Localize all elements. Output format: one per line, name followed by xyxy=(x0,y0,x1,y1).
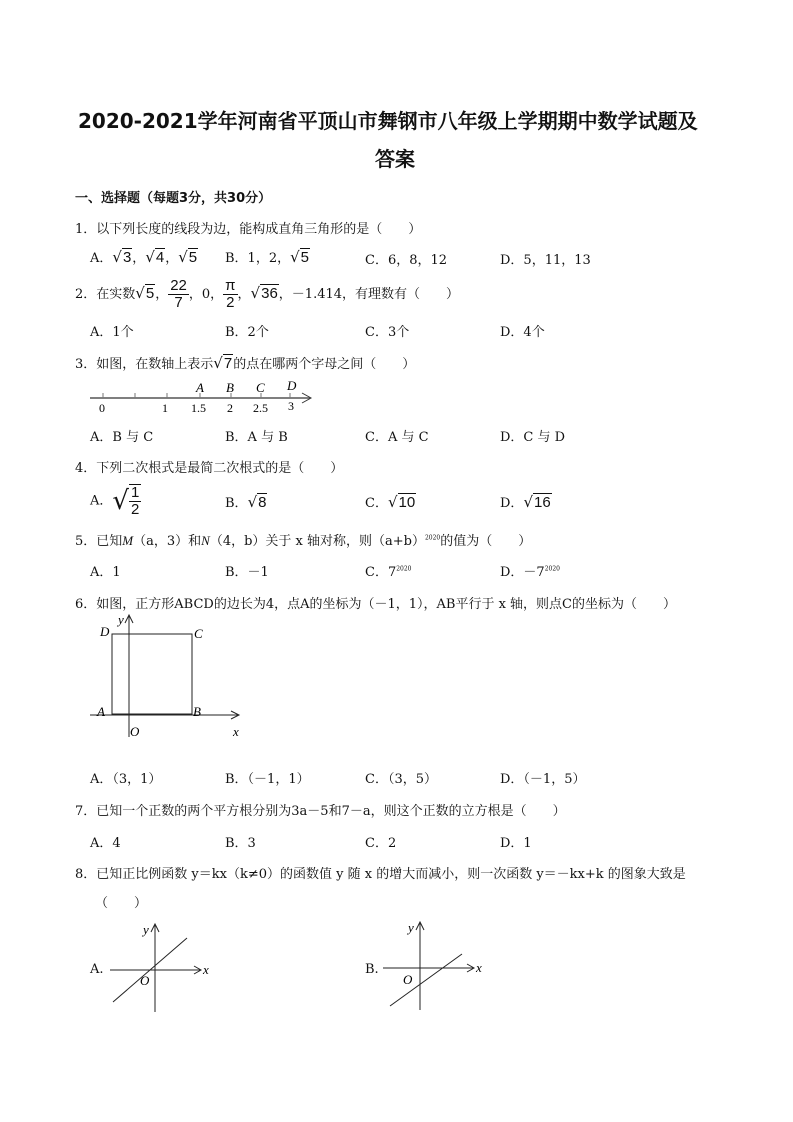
num: π xyxy=(225,277,236,294)
rad: 5 xyxy=(145,285,155,302)
t: ，0， xyxy=(188,287,224,302)
t: 的点在哪两个字母之间（ ） xyxy=(233,357,416,372)
q5-option-d xyxy=(500,561,560,580)
label-o: O xyxy=(403,972,413,987)
t: C．7 xyxy=(365,565,397,580)
t: 的值为（ ） xyxy=(440,534,532,549)
q6-option-c: C．（3，5） xyxy=(365,772,437,787)
rad: 5 xyxy=(188,249,198,266)
t: 3．如图，在数轴上表示 xyxy=(75,357,214,372)
q8-graph-b xyxy=(378,918,488,1013)
axis-letter: A xyxy=(196,380,204,395)
q7-stem: 7．已知一个正数的两个平方根分别为3a－5和7－a，则这个正数的立方根是（ ） xyxy=(75,804,566,819)
t: 2．在实数 xyxy=(75,287,136,302)
q6-option-a: A．（3，1） xyxy=(90,772,162,787)
q2-option-d: D．4个 xyxy=(500,325,545,340)
q6-option-b: B．（－1，1） xyxy=(225,772,310,787)
q4-option-a: A．√ $\frac{1}{2}$ xyxy=(90,484,140,518)
q4-option-c: C．√10 xyxy=(365,493,416,511)
q5-option-c xyxy=(365,561,412,580)
q3-option-b: B．A 与 B xyxy=(225,430,288,445)
label-x: x xyxy=(476,960,482,975)
axis-number: 3 xyxy=(288,399,294,413)
axis-letter: C xyxy=(256,380,265,395)
q3-option-d: D．C 与 D xyxy=(500,430,566,445)
t: M xyxy=(122,533,134,548)
rad: 16 xyxy=(534,494,551,511)
rad: 4 xyxy=(155,249,165,266)
label-x: x xyxy=(233,724,239,739)
q7-option-a: A．4 xyxy=(90,836,121,851)
axis-number: 2 xyxy=(227,401,233,415)
den: 2 xyxy=(226,294,235,311)
q6-option-d: D．（－1，5） xyxy=(500,772,586,787)
axis-number: 0 xyxy=(99,401,105,415)
axis-number: 1 xyxy=(162,401,168,415)
num: 22 xyxy=(170,277,187,294)
title-line-2: 答案 xyxy=(375,147,415,171)
section-heading: 一、选择题（每题3分，共30分） xyxy=(75,191,272,206)
q5-option-a: A．1 xyxy=(90,565,121,580)
q7-option-d: D．1 xyxy=(500,836,532,851)
q2-option-a: A．1个 xyxy=(90,325,134,340)
axis-number: 2.5 xyxy=(253,401,268,415)
q1-stem: 1．以下列长度的线段为边，能构成直角三角形的是（ ） xyxy=(75,222,422,237)
q5-stem xyxy=(75,530,531,549)
label-y: y xyxy=(118,612,124,627)
number-line-figure xyxy=(85,378,325,418)
label-d: D xyxy=(100,624,110,639)
axis-letter: D xyxy=(287,378,297,393)
q2-option-b: B．2个 xyxy=(225,325,269,340)
q3-option-a: A．B 与 C xyxy=(90,430,154,445)
q8-graph-a xyxy=(105,920,215,1015)
label-a: A xyxy=(97,704,105,719)
t: （4，b）关于 x 轴对称，则（a+b） xyxy=(209,534,425,549)
q3-stem: 3．如图，在数轴上表示√7的点在哪两个字母之间（ ） xyxy=(75,354,416,372)
label-b: B xyxy=(193,704,201,719)
axis-number: 1.5 xyxy=(191,401,206,415)
t: D．－7 xyxy=(500,565,545,580)
q4-option-b: B．√8 xyxy=(225,493,267,511)
q1-option-c: C．6，8，12 xyxy=(365,253,448,268)
label-o: O xyxy=(130,724,140,739)
exponent: 2020 xyxy=(424,534,441,542)
t: D． xyxy=(500,496,524,511)
square-figure xyxy=(88,612,248,742)
rad: 7 xyxy=(223,355,233,372)
q1-option-b: B．1，2，√5 xyxy=(225,248,310,266)
t: ，－1.414，有理数有（ ） xyxy=(278,287,460,302)
q7-option-c: C．2 xyxy=(365,836,397,851)
exponent: 2020 xyxy=(544,565,560,573)
q1-a-label: A． xyxy=(90,251,113,266)
label-y: y xyxy=(143,922,149,937)
label-y: y xyxy=(408,920,414,935)
q1-b-label: B．1，2， xyxy=(225,251,291,266)
t: B． xyxy=(225,496,248,511)
rad: 3 xyxy=(122,249,132,266)
label-o: O xyxy=(140,973,150,988)
q8-option-a-label: A. xyxy=(90,962,104,977)
q6-stem: 6．如图，正方形ABCD的边长为4，点A的坐标为（－1，1），AB平行于 x 轴，则点C的坐标为（ ） xyxy=(75,597,677,612)
t: （a，3）和 xyxy=(133,534,202,549)
q4-option-d: D．√16 xyxy=(500,493,551,511)
q8-stem: 8．已知正比例函数 y＝kx（k≠0）的函数值 y 随 x 的增大而减小，则一次函数 y＝－kx+k 的图象大致是 xyxy=(75,867,686,882)
q7-option-b: B．3 xyxy=(225,836,256,851)
t: 5．已知 xyxy=(75,534,123,549)
q4-stem: 4．下列二次根式是最简二次根式的是（ ） xyxy=(75,461,344,476)
num: 1 xyxy=(130,484,140,501)
exponent: 2020 xyxy=(396,565,412,573)
q8-answer-paren: （ ） xyxy=(95,896,148,911)
q2-option-c: C．3个 xyxy=(365,325,410,340)
rad: 36 xyxy=(261,285,278,302)
t: N xyxy=(201,533,210,548)
title-line-1: 2020-2021学年河南省平顶山市舞钢市八年级上学期期中数学试题及 xyxy=(78,109,698,133)
rad: 10 xyxy=(398,494,416,511)
axis-letter: B xyxy=(226,380,234,395)
den: 7 xyxy=(174,294,183,311)
label-c: C xyxy=(194,626,203,641)
q5-option-b: B．－1 xyxy=(225,565,269,580)
q2-stem: 2．在实数√5， $\frac{22}{7}$ ，0， $\frac{\pi}{2}$ ，√36，－1.414，有理数有（ ） xyxy=(75,277,460,311)
q8-option-b-label: B. xyxy=(365,962,379,977)
q1-option-a: A．√3，√4，√5 xyxy=(90,248,198,266)
label-x: x xyxy=(203,962,209,977)
t: A． xyxy=(90,493,113,509)
q1-option-d: D．5，11，13 xyxy=(500,253,591,268)
q3-option-c: C．A 与 C xyxy=(365,430,429,445)
t: C． xyxy=(365,496,388,511)
den: 2 xyxy=(130,501,140,518)
rad: 5 xyxy=(300,249,310,266)
rad: 8 xyxy=(258,494,267,511)
